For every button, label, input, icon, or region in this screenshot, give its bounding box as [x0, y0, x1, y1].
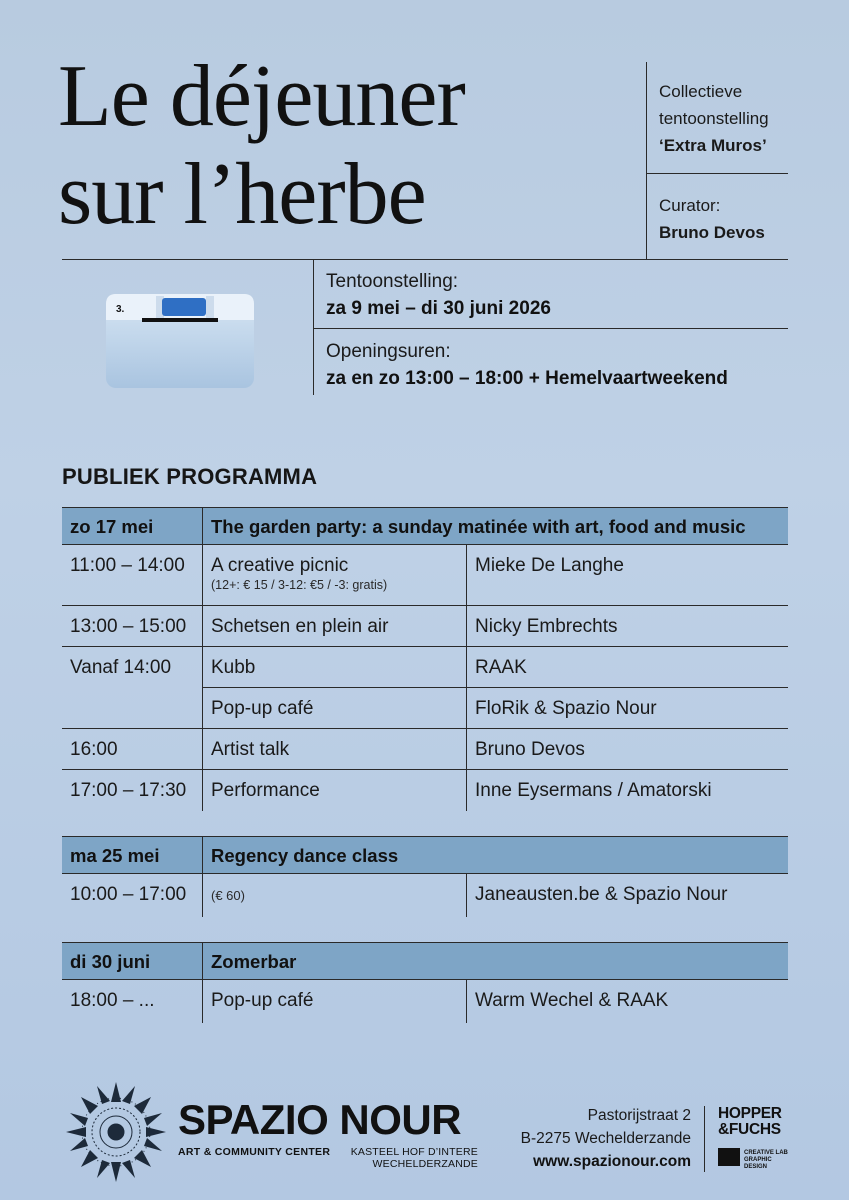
address — [521, 1104, 691, 1150]
program-row — [62, 647, 788, 688]
day-header — [62, 507, 788, 545]
creative-lab-icon — [718, 1148, 740, 1166]
row-activity: Artist talk — [202, 729, 466, 769]
row-activity: Schetsen en plein air — [202, 606, 466, 646]
program-row — [62, 729, 788, 770]
partner-logo — [718, 1106, 782, 1138]
ticket-illustration — [104, 290, 256, 392]
row-activity-title: A creative picnic — [211, 555, 349, 576]
row-activity-note: (12+: € 15 / 3-12: €5 / -3: gratis) — [211, 578, 388, 592]
program-row — [62, 770, 788, 811]
footer-divider — [704, 1106, 705, 1172]
exhibition-type — [659, 78, 769, 159]
row-host: Bruno Devos — [466, 729, 788, 769]
day-title: Zomerbar — [202, 943, 788, 979]
day-title: The garden party: a sunday matinée with art, food and music — [202, 508, 788, 544]
row-time: 11:00 – 14:00 — [70, 555, 185, 576]
row-time — [62, 688, 202, 728]
curator-block — [659, 192, 765, 246]
brand-location-line-1: KASTEEL HOF D’INTERE — [350, 1146, 478, 1158]
program-row — [62, 606, 788, 647]
website-link[interactable]: www.spazionour.com — [533, 1153, 691, 1170]
row-host: Warm Wechel & RAAK — [466, 980, 788, 1023]
row-activity-note: (€ 60) — [211, 888, 245, 903]
info-divider-vertical — [646, 62, 647, 259]
curator-label: Curator: — [659, 196, 721, 215]
title-rule — [62, 259, 788, 260]
row-host: Nicky Embrechts — [466, 606, 788, 646]
partner-logo-line-2: &FUCHS — [718, 1121, 781, 1138]
row-time: 17:00 – 17:30 — [70, 780, 187, 801]
day-date: di 30 juni — [70, 951, 151, 972]
dates-divider-vertical — [313, 259, 314, 395]
exhibition-name: ‘Extra Muros’ — [659, 136, 767, 155]
program-row — [62, 874, 788, 917]
dates-divider-horizontal — [313, 328, 788, 329]
hours-label: Openingsuren: — [326, 341, 451, 362]
address-line-1: Pastorijstraat 2 — [587, 1107, 691, 1124]
day-date: zo 17 mei — [70, 516, 154, 537]
row-host: Inne Eysermans / Amatorski — [466, 770, 788, 811]
day-date: ma 25 mei — [70, 845, 160, 866]
row-activity: Pop-up café — [202, 980, 466, 1023]
program-row — [62, 980, 788, 1023]
title-line-1: Le déjeuner — [58, 48, 465, 145]
program-row — [62, 545, 788, 606]
creative-lab-logo — [718, 1148, 788, 1168]
row-activity — [202, 545, 466, 605]
partner-logo-line-1: HOPPER — [718, 1105, 782, 1122]
exhibition-label: Tentoonstelling: — [326, 271, 459, 292]
creative-lab-line-2: GRAPHIC DESIGN — [744, 1157, 772, 1170]
brand-location — [348, 1146, 478, 1170]
creative-lab-line-1: CREATIVE LAB — [744, 1150, 788, 1156]
day-title: Regency dance class — [202, 837, 788, 873]
exhibition-dates: za 9 mei – di 30 juni 2026 — [326, 298, 551, 319]
row-activity: Pop-up café — [202, 688, 466, 728]
row-host: RAAK — [466, 647, 788, 688]
info-divider-horizontal — [646, 173, 788, 174]
row-activity — [202, 874, 466, 917]
creative-lab-text — [744, 1150, 788, 1171]
exhibition-type-line-2: tentoonstelling — [659, 109, 769, 128]
mandala-logo-icon — [62, 1078, 170, 1186]
row-time: 18:00 – ... — [70, 990, 155, 1011]
row-time: 10:00 – 17:00 — [70, 884, 187, 905]
exhibition-type-line-1: Collectieve — [659, 82, 743, 101]
brand-location-line-2: WECHELDERZANDE — [372, 1158, 478, 1170]
row-host: Mieke De Langhe — [466, 545, 788, 605]
ticket-number: 3. — [116, 304, 125, 315]
row-time: Vanaf 14:00 — [62, 647, 202, 729]
row-host: FloRik & Spazio Nour — [466, 688, 788, 728]
row-host: Janeausten.be & Spazio Nour — [466, 874, 788, 917]
program-row — [62, 688, 788, 729]
brand-name: SPAZIO NOUR — [178, 1096, 462, 1143]
program-heading: PUBLIEK PROGRAMMA — [62, 464, 318, 489]
title-line-2: sur l’herbe — [58, 146, 426, 243]
poster-title — [58, 48, 465, 244]
day-header — [62, 836, 788, 874]
opening-hours: za en zo 13:00 – 18:00 + Hemelvaartweekend — [326, 368, 728, 389]
address-line-2: B-2275 Wechelderzande — [520, 1130, 691, 1147]
row-activity: Performance — [202, 770, 466, 811]
curator-name: Bruno Devos — [659, 223, 765, 242]
day-header — [62, 942, 788, 980]
brand-subtitle: ART & COMMUNITY CENTER — [178, 1146, 331, 1158]
row-time: 16:00 — [70, 739, 118, 760]
row-activity: Kubb — [202, 647, 466, 688]
row-time: 13:00 – 15:00 — [70, 616, 187, 637]
